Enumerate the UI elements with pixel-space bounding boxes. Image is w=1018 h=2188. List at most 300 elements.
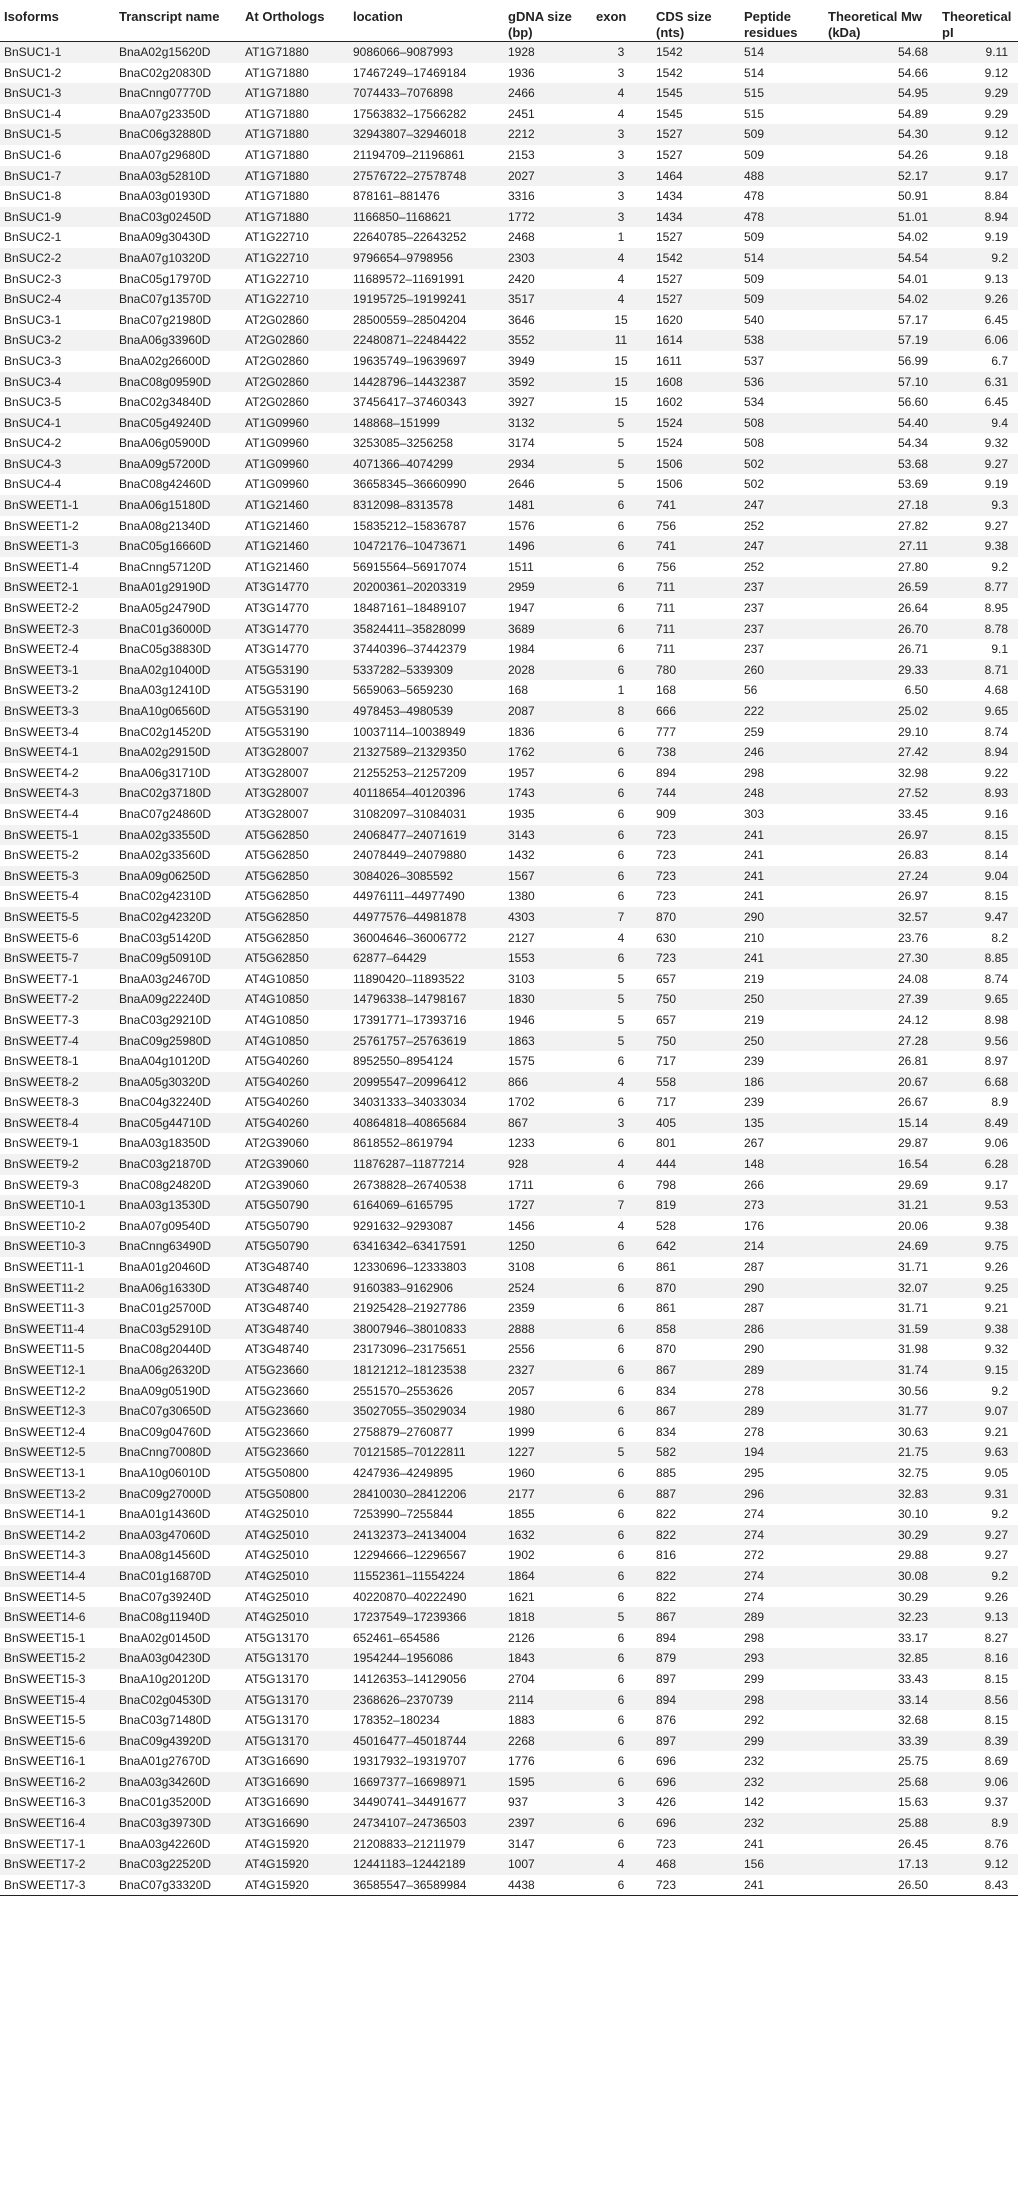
cell-theoretical-pi: 9.29	[984, 86, 1008, 101]
cell-gdna-size: 2268	[508, 1733, 535, 1748]
cell-peptide-residues: 514	[744, 65, 765, 80]
cell-location: 26738828–26740538	[353, 1177, 467, 1192]
cell-location: 28500559–28504204	[353, 312, 467, 327]
cell-at-ortholog: AT3G16690	[245, 1816, 309, 1831]
cell-exon: 6	[617, 765, 625, 780]
cell-at-ortholog: AT1G71880	[245, 209, 309, 224]
cell-theoretical-pi: 8.74	[984, 724, 1008, 739]
cell-at-ortholog: AT5G13170	[245, 1671, 309, 1686]
cell-exon: 6	[617, 1527, 625, 1542]
cell-peptide-residues: 488	[744, 168, 765, 183]
cell-peptide-residues: 508	[744, 415, 765, 430]
cell-isoform: BnSWEET2-4	[4, 642, 79, 657]
cell-location: 4247936–4249895	[353, 1465, 454, 1480]
cell-theoretical-mw: 31.59	[897, 1321, 928, 1336]
cell-theoretical-pi: 6.06	[984, 333, 1008, 348]
cell-location: 4978453–4980539	[353, 704, 454, 718]
cell-theoretical-pi: 9.17	[984, 168, 1008, 183]
cell-at-ortholog: AT1G21460	[245, 559, 309, 574]
cell-location: 19317932–19319707	[353, 1754, 467, 1769]
cell-gdna-size: 1567	[508, 868, 535, 883]
cell-theoretical-pi: 6.68	[984, 1074, 1008, 1089]
table-row	[0, 1381, 1018, 1402]
cell-location: 44977576–44981878	[353, 909, 467, 924]
cell-gdna-size: 1928	[508, 45, 535, 59]
table-row	[0, 928, 1018, 949]
cell-theoretical-pi: 9.11	[985, 45, 1008, 59]
cell-theoretical-pi: 8.95	[984, 601, 1008, 616]
table-row	[0, 1751, 1018, 1772]
cell-peptide-residues: 241	[740, 1875, 824, 1896]
cell-location: 44976111–44977490	[353, 889, 465, 904]
cell-transcript-name: BnaA02g26600D	[119, 353, 211, 368]
table-row	[0, 845, 1018, 866]
cell-location: 7253990–7255844	[353, 1507, 454, 1522]
table-row	[0, 660, 1018, 681]
cell-transcript-name: BnaC08g11940D	[119, 1610, 211, 1625]
cell-theoretical-pi: 9.2	[991, 1383, 1008, 1398]
cell-theoretical-mw: 56.99	[897, 353, 928, 368]
cell-exon: 6	[617, 1630, 625, 1645]
cell-isoform: BnSUC1-6	[4, 147, 62, 162]
cell-gdna-size: 4438	[504, 1875, 592, 1896]
cell-theoretical-pi: 9.56	[984, 1033, 1008, 1048]
cell-transcript-name: BnaA01g20460D	[119, 1260, 211, 1275]
cell-transcript-name: BnaA07g09540D	[119, 1218, 211, 1233]
cell-theoretical-mw: 33.39	[897, 1733, 928, 1748]
cell-transcript-name: BnaC04g32240D	[119, 1095, 212, 1110]
cell-cds-size: 780	[656, 662, 677, 677]
cell-at-ortholog: AT3G28007	[245, 745, 309, 760]
cell-transcript-name: BnaA02g15620D	[119, 45, 211, 59]
cell-isoform: BnSUC3-1	[4, 312, 62, 327]
cell-theoretical-mw: 31.71	[897, 1260, 928, 1275]
cell-isoform: BnSWEET8-3	[4, 1095, 79, 1110]
cell-at-ortholog: AT2G39060	[245, 1157, 309, 1172]
cell-transcript-name: BnaA06g16330D	[119, 1280, 211, 1295]
cell-theoretical-mw: 30.08	[897, 1568, 928, 1583]
cell-cds-size: 1542	[656, 45, 683, 59]
cell-theoretical-mw: 25.02	[897, 704, 928, 718]
cell-theoretical-pi: 8.85	[984, 951, 1008, 966]
cell-theoretical-mw: 32.75	[897, 1465, 928, 1480]
cell-at-ortholog: AT4G25010	[245, 1589, 309, 1604]
cell-peptide-residues: 252	[744, 518, 765, 533]
cell-transcript-name: BnaA07g29680D	[119, 147, 211, 162]
cell-theoretical-mw: 26.67	[897, 1095, 928, 1110]
cell-peptide-residues: 509	[744, 292, 765, 307]
cell-isoform: BnSWEET13-2	[4, 1486, 86, 1501]
table-row	[0, 1113, 1018, 1134]
cell-theoretical-mw: 32.83	[897, 1486, 928, 1501]
cell-theoretical-pi: 9.63	[984, 1445, 1008, 1460]
cell-gdna-size: 1595	[508, 1774, 535, 1789]
cell-location: 14126353–14129056	[353, 1671, 467, 1686]
cell-at-ortholog: AT3G14770	[245, 621, 309, 636]
cell-location: 1166850–1168621	[353, 209, 452, 224]
cell-at-ortholog: AT1G22710	[245, 271, 309, 286]
cell-exon: 4	[617, 106, 625, 121]
cell-exon: 4	[617, 86, 625, 101]
cell-cds-size: 444	[656, 1157, 677, 1172]
table-row	[0, 124, 1018, 145]
cell-location: 45016477–45018744	[353, 1733, 467, 1748]
cell-theoretical-mw: 31.77	[897, 1404, 928, 1419]
cell-location: 40864818–40865684	[353, 1115, 467, 1130]
cell-peptide-residues: 148	[744, 1157, 765, 1172]
cell-at-ortholog: AT4G25010	[245, 1527, 309, 1542]
cell-transcript-name: BnaC08g42460D	[119, 477, 212, 492]
cell-gdna-size: 1762	[508, 745, 535, 760]
cell-transcript-name: BnaCnng07770D	[119, 86, 212, 101]
cell-at-ortholog: AT5G62850	[245, 827, 309, 842]
cell-theoretical-pi: 9.2	[991, 1507, 1008, 1522]
cell-theoretical-pi: 6.31	[984, 374, 1008, 389]
cell-cds-size: 897	[656, 1671, 677, 1686]
cell-gdna-size: 1902	[508, 1548, 535, 1563]
cell-isoform: BnSWEET9-3	[4, 1177, 79, 1192]
header-gdna-size: gDNA size (bp)	[504, 0, 592, 42]
cell-cds-size: 405	[656, 1115, 677, 1130]
cell-exon: 3	[617, 209, 625, 224]
cell-peptide-residues: 289	[744, 1404, 765, 1419]
cell-gdna-size: 2028	[508, 662, 535, 677]
table-row	[0, 166, 1018, 187]
cell-location: 8952550–8954124	[353, 1054, 454, 1069]
cell-theoretical-mw: 54.02	[897, 230, 928, 245]
cell-gdna-size: 1711	[508, 1177, 534, 1192]
table-row	[0, 392, 1018, 413]
cell-theoretical-pi: 9.13	[984, 1610, 1008, 1625]
cell-at-ortholog: AT5G62850	[245, 909, 309, 924]
cell-location: 2551570–2553626	[353, 1383, 454, 1398]
cell-gdna-size: 1776	[508, 1754, 535, 1769]
table-row	[0, 1442, 1018, 1463]
cell-at-ortholog: AT5G53190	[245, 724, 309, 739]
cell-at-ortholog: AT1G71880	[245, 189, 309, 204]
cell-theoretical-pi: 9.29	[984, 106, 1008, 121]
cell-peptide-residues: 295	[744, 1465, 765, 1480]
cell-theoretical-pi: 9.65	[984, 992, 1008, 1007]
cell-gdna-size: 2934	[508, 456, 535, 471]
cell-isoform: BnSUC2-3	[4, 271, 62, 286]
cell-transcript-name: BnaA05g30320D	[119, 1074, 211, 1089]
cell-at-ortholog: AT1G09960	[245, 456, 309, 471]
cell-exon: 6	[617, 848, 625, 863]
cell-exon: 6	[617, 1651, 625, 1666]
cell-peptide-residues: 56	[744, 683, 758, 698]
table-row	[0, 495, 1018, 516]
cell-location: 17467249–17469184	[353, 65, 467, 80]
cell-cds-size: 741	[656, 539, 677, 554]
cell-location: 37456417–37460343	[353, 395, 467, 410]
cell-at-ortholog: AT3G14770	[245, 601, 309, 616]
table-row	[0, 1051, 1018, 1072]
cell-peptide-residues: 303	[744, 806, 765, 821]
table-row	[0, 1401, 1018, 1422]
cell-theoretical-mw: 57.19	[897, 333, 928, 348]
cell-theoretical-mw: 54.95	[897, 86, 928, 101]
cell-cds-size: 723	[656, 848, 677, 863]
cell-location: 63416342–63417591	[353, 1239, 467, 1254]
cell-theoretical-pi: 6.7	[991, 353, 1008, 368]
cell-at-ortholog: AT4G10850	[245, 971, 309, 986]
cell-exon: 6	[617, 1507, 625, 1522]
cell-transcript-name: BnaA01g14360D	[119, 1507, 211, 1522]
cell-peptide-residues: 514	[744, 45, 765, 59]
table-row	[0, 227, 1018, 248]
cell-isoform: BnSWEET16-2	[4, 1774, 86, 1789]
cell-transcript-name: BnaA03g24670D	[119, 971, 211, 986]
cell-gdna-size: 2959	[508, 580, 535, 595]
cell-cds-size: 696	[656, 1754, 677, 1769]
cell-cds-size: 741	[656, 498, 677, 513]
cell-isoform: BnSWEET14-2	[4, 1527, 86, 1542]
cell-theoretical-pi: 8.74	[984, 971, 1008, 986]
cell-peptide-residues: 135	[744, 1115, 765, 1130]
cell-exon: 6	[617, 601, 625, 616]
cell-gdna-size: 1553	[508, 951, 535, 966]
table-row	[0, 454, 1018, 475]
cell-cds-size: 1527	[656, 147, 683, 162]
cell-theoretical-mw: 25.68	[897, 1774, 928, 1789]
cell-at-ortholog: AT4G10850	[245, 992, 309, 1007]
cell-isoform: BnSWEET7-2	[4, 992, 79, 1007]
cell-exon: 4	[617, 930, 625, 945]
cell-at-ortholog: AT2G02860	[245, 312, 309, 327]
cell-theoretical-mw: 29.69	[897, 1177, 928, 1192]
cell-exon: 6	[617, 786, 625, 801]
cell-isoform: BnSWEET5-6	[4, 930, 79, 945]
cell-isoform: BnSWEET5-7	[4, 951, 79, 966]
cell-theoretical-mw: 27.82	[897, 518, 928, 533]
cell-transcript-name: BnaC05g49240D	[119, 415, 212, 430]
cell-theoretical-mw: 26.45	[897, 1836, 928, 1851]
cell-cds-size: 1620	[656, 312, 683, 327]
cell-peptide-residues: 266	[744, 1177, 765, 1192]
cell-theoretical-pi: 9.19	[984, 230, 1008, 245]
cell-transcript-name: BnaA02g10400D	[119, 662, 211, 677]
cell-theoretical-pi: 8.49	[984, 1115, 1008, 1130]
cell-exon: 4	[617, 1218, 625, 1233]
cell-transcript-name: BnaA06g31710D	[119, 765, 211, 780]
cell-theoretical-mw: 21.75	[897, 1445, 928, 1460]
cell-isoform: BnSUC3-2	[4, 333, 62, 348]
cell-peptide-residues: 299	[744, 1671, 765, 1686]
cell-theoretical-pi: 6.45	[984, 312, 1008, 327]
cell-transcript-name: BnaA09g22240D	[119, 992, 211, 1007]
cell-cds-size: 744	[656, 786, 677, 801]
table-row	[0, 619, 1018, 640]
cell-peptide-residues: 259	[744, 724, 765, 739]
cell-peptide-residues: 298	[744, 1692, 765, 1707]
cell-isoform: BnSWEET12-1	[4, 1363, 86, 1377]
cell-gdna-size: 1864	[508, 1568, 535, 1583]
cell-cds-size: 711	[656, 601, 676, 616]
cell-transcript-name: BnaC03g02450D	[119, 209, 212, 224]
cell-transcript-name: BnaC02g14520D	[119, 724, 212, 739]
cell-peptide-residues: 194	[744, 1445, 765, 1460]
cell-transcript-name: BnaC03g29210D	[119, 1012, 212, 1027]
table-row	[0, 1772, 1018, 1793]
cell-gdna-size: 1947	[508, 601, 535, 616]
cell-location: 5337282–5339309	[353, 662, 454, 677]
cell-theoretical-mw: 20.06	[897, 1218, 928, 1233]
cell-exon: 6	[617, 1280, 625, 1295]
cell-cds-size: 822	[656, 1568, 677, 1583]
cell-at-ortholog: AT4G15920	[241, 1875, 349, 1896]
cell-location: 8312098–8313578	[353, 498, 454, 513]
cell-location: 18121212–18123538	[353, 1363, 467, 1377]
cell-exon: 6	[592, 1875, 652, 1896]
cell-location: 9086066–9087993	[353, 45, 454, 59]
cell-isoform: BnSWEET5-4	[4, 889, 79, 904]
cell-exon: 6	[617, 1424, 625, 1439]
cell-cds-size: 777	[656, 724, 677, 739]
cell-theoretical-mw: 53.68	[897, 456, 928, 471]
cell-isoform: BnSWEET2-2	[4, 601, 79, 616]
cell-cds-size: 894	[656, 765, 677, 780]
cell-isoform: BnSWEET10-2	[4, 1218, 86, 1233]
cell-exon: 3	[617, 147, 625, 162]
cell-gdna-size: 3552	[508, 333, 535, 348]
cell-theoretical-mw: 29.10	[897, 724, 928, 739]
cell-at-ortholog: AT5G53190	[245, 662, 309, 677]
cell-exon: 6	[617, 559, 625, 574]
cell-gdna-size: 1250	[508, 1239, 535, 1254]
table-body	[0, 42, 1018, 1896]
cell-cds-size: 822	[656, 1527, 677, 1542]
cell-peptide-residues: 232	[744, 1816, 765, 1831]
cell-transcript-name: BnaA03g04230D	[119, 1651, 211, 1666]
cell-transcript-name: BnaC01g25700D	[119, 1301, 212, 1316]
cell-transcript-name: BnaC06g32880D	[119, 127, 212, 142]
cell-cds-size: 822	[656, 1507, 677, 1522]
cell-location: 652461–654586	[353, 1630, 440, 1645]
cell-gdna-size: 2327	[508, 1363, 535, 1377]
cell-gdna-size: 2303	[508, 250, 535, 265]
cell-gdna-size: 3689	[508, 621, 535, 636]
cell-exon: 6	[617, 498, 625, 513]
cell-at-ortholog: AT4G25010	[245, 1507, 309, 1522]
cell-theoretical-pi: 9.3	[991, 498, 1008, 513]
cell-cds-size: 426	[656, 1795, 677, 1810]
cell-at-ortholog: AT5G50800	[245, 1465, 309, 1480]
cell-theoretical-mw: 30.29	[897, 1527, 928, 1542]
cell-location: 12294666–12296567	[353, 1548, 467, 1563]
cell-theoretical-pi: 9.12	[984, 127, 1008, 142]
cell-gdna-size: 1957	[508, 765, 535, 780]
cell-transcript-name: BnaA08g21340D	[119, 518, 211, 533]
cell-peptide-residues: 260	[744, 662, 765, 677]
cell-at-ortholog: AT1G22710	[245, 292, 309, 307]
cell-theoretical-pi: 8.9	[991, 1095, 1008, 1110]
table-row	[0, 1339, 1018, 1360]
cell-isoform: BnSWEET12-4	[4, 1424, 86, 1439]
cell-gdna-size: 1830	[508, 992, 535, 1007]
cell-location: 3253085–3256258	[353, 436, 454, 451]
cell-isoform: BnSUC1-2	[4, 65, 62, 80]
cell-theoretical-mw: 54.68	[897, 45, 928, 59]
table-row	[0, 1504, 1018, 1525]
cell-cds-size: 867	[656, 1404, 677, 1419]
cell-isoform: BnSUC4-2	[4, 436, 62, 451]
cell-peptide-residues: 222	[744, 704, 765, 718]
cell-location: 31082097–31084031	[353, 806, 467, 821]
cell-location: 40220870–40222490	[353, 1589, 467, 1604]
cell-cds-size: 738	[656, 745, 677, 760]
cell-location: 20995547–20996412	[353, 1074, 467, 1089]
cell-location: 10037114–10038949	[353, 724, 466, 739]
cell-location: 35824411–35828099	[353, 621, 466, 636]
cell-exon: 3	[617, 189, 625, 204]
cell-location: 24132373–24134004	[353, 1527, 467, 1542]
cell-cds-size: 1608	[656, 374, 683, 389]
cell-theoretical-pi: 9.27	[984, 1527, 1008, 1542]
cell-transcript-name: BnaA03g34260D	[119, 1774, 211, 1789]
cell-at-ortholog: AT5G13170	[245, 1692, 309, 1707]
cell-at-ortholog: AT5G13170	[245, 1733, 309, 1748]
cell-theoretical-pi: 9.15	[984, 1363, 1008, 1377]
cell-isoform: BnSWEET15-2	[4, 1651, 86, 1666]
cell-transcript-name: BnaC07g21980D	[119, 312, 212, 327]
table-row	[0, 1257, 1018, 1278]
table-row	[0, 269, 1018, 290]
cell-isoform: BnSUC1-8	[4, 189, 62, 204]
cell-exon: 6	[617, 868, 625, 883]
cell-cds-size: 723	[656, 1836, 677, 1851]
table-row	[0, 474, 1018, 495]
table-row	[0, 1834, 1018, 1855]
cell-peptide-residues: 508	[744, 436, 765, 451]
cell-theoretical-pi: 9.04	[984, 868, 1008, 883]
cell-theoretical-mw: 31.71	[897, 1301, 928, 1316]
cell-location: 40118654–40120396	[353, 786, 466, 801]
cell-theoretical-mw: 29.88	[897, 1548, 928, 1563]
cell-exon: 6	[617, 1301, 625, 1316]
cell-exon: 6	[617, 1095, 625, 1110]
cell-transcript-name: BnaA09g05190D	[119, 1383, 211, 1398]
cell-exon: 6	[617, 1733, 625, 1748]
cell-theoretical-mw: 54.54	[897, 250, 928, 265]
cell-exon: 6	[617, 1342, 625, 1357]
cell-cds-size: 750	[656, 992, 677, 1007]
cell-isoform: BnSUC2-2	[4, 250, 62, 265]
cell-location: 15835212–15836787	[353, 518, 467, 533]
cell-theoretical-pi: 9.21	[984, 1424, 1008, 1439]
cell-theoretical-mw: 26.81	[897, 1054, 928, 1069]
cell-theoretical-pi: 8.77	[984, 580, 1008, 595]
cell-theoretical-pi: 9.2	[991, 1568, 1008, 1583]
cell-theoretical-mw: 26.70	[897, 621, 928, 636]
cell-peptide-residues: 514	[744, 250, 765, 265]
header-theoretical-mw: Theoretical Mw (kDa)	[824, 0, 938, 42]
cell-transcript-name: BnaA06g33960D	[119, 333, 211, 348]
cell-peptide-residues: 156	[744, 1857, 765, 1872]
cell-peptide-residues: 248	[744, 786, 765, 801]
cell-exon: 5	[617, 1012, 625, 1027]
cell-transcript-name: BnaC02g04530D	[119, 1692, 212, 1707]
cell-exon: 15	[614, 312, 628, 327]
cell-cds-size: 870	[656, 909, 677, 924]
cell-exon: 6	[617, 1239, 625, 1254]
cell-at-ortholog: AT4G15920	[245, 1836, 309, 1851]
cell-theoretical-mw: 31.98	[897, 1342, 928, 1357]
cell-cds-size: 801	[656, 1136, 677, 1151]
cell-cds-size: 1524	[656, 436, 683, 451]
cell-at-ortholog: AT1G21460	[245, 539, 309, 554]
cell-exon: 1	[617, 683, 625, 698]
